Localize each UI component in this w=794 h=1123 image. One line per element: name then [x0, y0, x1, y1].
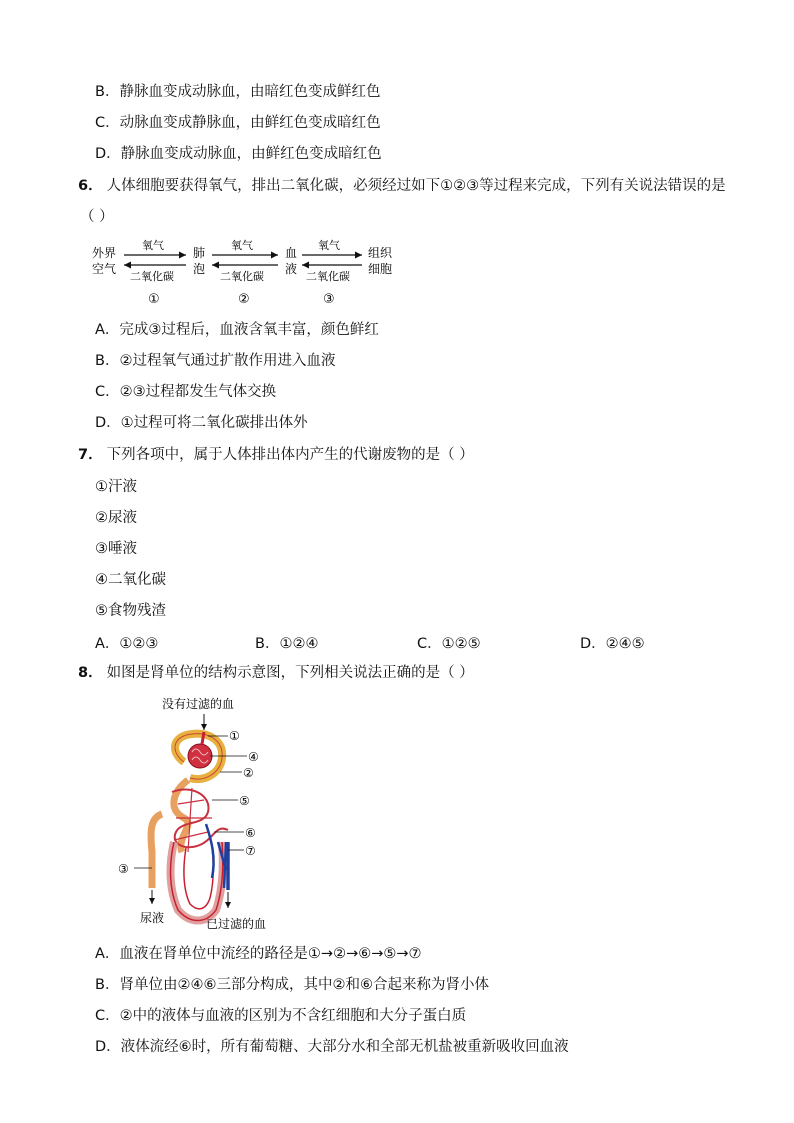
step-1-marker: ①	[148, 292, 160, 307]
marker-7: ⑦	[245, 844, 256, 858]
q7-item-1: ①汗液	[95, 479, 137, 495]
q7-number: 7．	[78, 447, 103, 463]
marker-5: ⑤	[239, 794, 250, 808]
q6-stem-text: 人体细胞要获得氧气，排出二氧化碳，必须经过如下①②③等过程来完成，下列有关说法错误的是	[106, 178, 726, 194]
q7-item-3: ③唾液	[95, 541, 137, 557]
afferent-arteriole	[202, 732, 204, 744]
node-alveoli-line2: 泡	[193, 262, 206, 276]
step-3-marker: ③	[323, 292, 335, 307]
oxygen-label-2: 氧气	[231, 239, 253, 252]
node-tissue-line1: 组织	[368, 246, 393, 260]
node-blood-line1: 血	[285, 246, 298, 260]
q6-option-c: C．②③过程都发生气体交换	[95, 384, 277, 400]
unfiltered-blood-label: 没有过滤的血	[162, 697, 235, 711]
co2-label-1: 二氧化碳	[130, 270, 174, 283]
q7-item-5: ⑤食物残渣	[95, 603, 166, 619]
loop-inner	[184, 848, 213, 909]
urine-label: 尿液	[140, 911, 165, 925]
q7-item-4: ④二氧化碳	[95, 572, 166, 588]
nephron-diagram	[112, 692, 272, 932]
q6-option-d: D．①过程可将二氧化碳排出体外	[95, 415, 308, 431]
q5-option-d: D．静脉血变成动脉血，由鲜红色变成暗红色	[95, 146, 382, 162]
marker-4: ④	[248, 750, 259, 764]
node-outside-air-line2: 空气	[92, 262, 117, 276]
q8-option-a: A．血液在肾单位中流经的路径是①→②→⑥→⑤→⑦	[95, 946, 422, 962]
q7-item-2: ②尿液	[95, 510, 137, 526]
q6-number: 6．	[78, 178, 103, 194]
q7-option-b: B．①②④	[255, 636, 319, 652]
q6-stem	[78, 176, 726, 196]
q8-stem	[78, 663, 474, 683]
q7-options-row	[95, 632, 715, 654]
q7-stem	[78, 445, 474, 465]
marker-2: ②	[243, 766, 254, 780]
marker-1: ①	[229, 729, 240, 743]
co2-label-2: 二氧化碳	[220, 270, 264, 283]
q6-option-b: B．②过程氧气通过扩散作用进入血液	[95, 353, 336, 369]
q8-option-b: B．肾单位由②④⑥三部分构成，其中②和⑥合起来称为肾小体	[95, 977, 489, 993]
q8-option-d: D．液体流经⑥时，所有葡萄糖、大部分水和全部无机盐被重新吸收回血液	[95, 1039, 569, 1055]
node-tissue-line2: 细胞	[368, 262, 393, 276]
co2-label-3: 二氧化碳	[306, 270, 350, 283]
q8-stem-text: 如图是肾单位的结构示意图，下列相关说法正确的是（ ）	[106, 665, 474, 681]
q5-option-b: B．静脉血变成动脉血，由暗红色变成鲜红色	[95, 84, 381, 100]
marker-6: ⑥	[245, 826, 256, 840]
marker-3: ③	[118, 862, 129, 876]
q5-option-c: C．动脉血变成静脉血，由鲜红色变成暗红色	[95, 115, 381, 131]
filtered-blood-label: 已过滤的血	[206, 917, 267, 931]
q6-option-a: A．完成③过程后，血液含氧丰富，颜色鲜红	[95, 322, 379, 338]
q8-number: 8．	[78, 665, 103, 681]
node-outside-air-line1: 外界	[92, 246, 117, 260]
node-alveoli-line1: 肺	[193, 246, 206, 260]
oxygen-label-3: 氧气	[318, 239, 340, 252]
node-blood-line2: 液	[285, 262, 298, 276]
q7-option-c: C．①②⑤	[417, 636, 481, 652]
step-2-marker: ②	[238, 292, 250, 307]
gas-exchange-diagram	[90, 236, 410, 308]
q8-option-c: C．②中的液体与血液的区别为不含红细胞和大分子蛋白质	[95, 1008, 467, 1024]
q7-stem-text: 下列各项中，属于人体排出体内产生的代谢废物的是（ ）	[106, 447, 474, 463]
oxygen-label-1: 氧气	[142, 239, 164, 252]
q7-option-d: D．②④⑤	[580, 636, 645, 652]
collecting-duct	[151, 814, 162, 888]
glomerulus	[188, 744, 212, 768]
q6-answer-paren: （ ）	[80, 209, 114, 225]
q7-option-a: A．①②③	[95, 636, 159, 652]
